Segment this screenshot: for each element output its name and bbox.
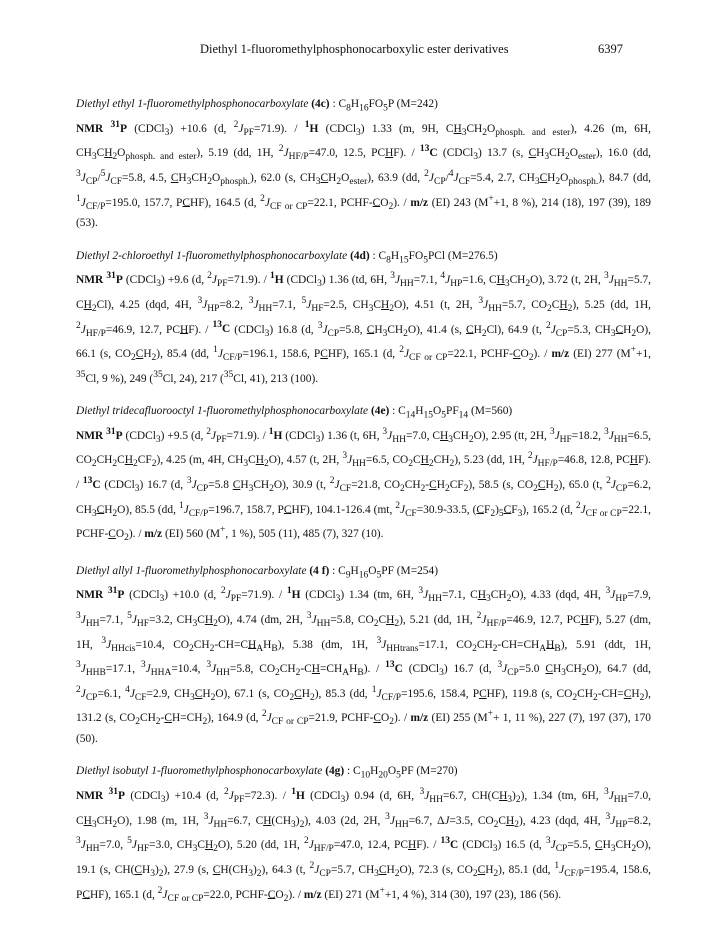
compound-spectral-data: NMR $^{31}$P (CDCl$_3$) +10.6 (d, $^2J_{PF}=71.9$). / $^1$H (CDCl$_3$) 1.33 (m, 9H, $CH_3CH_2O_{phosph. and ester}$), 4.26 (m, 6H, $CH_3CH_2O_{phosph. and ester}$), 5.19 (dd, 1H, $^2J_{HF/P}=47.0$, 12.5, PCHF). / $^{13}$C (CDCl$_3$) 13.7 (s, $CH_3CH_2O_{ester}$), 16.0 (dd, $^3J_{CP}/^5J_{CF}=5.8$, 4.5, $CH_3CH_2O_{phosph.}$), 62.0 (s, $CH_3CH_2O_{ester}$), 63.9 (dd, $^2J_{CP}/^4J_{CF}=5.4$, 2.7, $CH_3CH_2O_{phosph.}$), 84.7 (dd, $^1J_{CF/P}=195.0$, 157.7, PCHF), 164.5 (d, $^2J_{CF or CP}=22.1$, PCHF-$CO_2$). / m/z (EI) 243 (M++1, 8 %), 214 (18), 197 (39), 189 (53). (76, 119, 652, 230)
compound-formula: : $C_9H_{16}O_5PF$ (M=254) (329, 564, 438, 580)
compound-spectral-data: NMR $^{31}$P (CDCl$_3$) +10.0 (d, $^2J_{PF}=71.9$). / $^1$H (CDCl$_3$) 1.34 (tm, 6H, $^3J_{HH}=7.1$, $CH_3CH_2O$), 4.33 (dqd, 4H, $^3J_{HP}=7.9$, $^3J_{HH}=7.1$, $^5J_{HF}=3.2$, $CH_3CH_2O$), 4.74 (dm, 2H, $^3J_{HH}=5.8$, $CO_2CH_2$), 5.21 (dd, 1H, $^2J_{HF/P}=46.9$, 12.7, PCHF), 5.27 (dm, 1H, $^3J_{HHcis}=10.4$, $CO_2CH_2-CH=CH_AH_B$), 5.38 (dm, 1H, $^3J_{HHtrans}=17.1$, $CO_2CH_2-CH=CH_AH_B$), 5.91 (ddt, 1H, $^3J_{HHB}=17.1$, $^3J_{HHA}=10.4$, $^3J_{HH}=5.8$, $CO_2CH_2-CH=CH_AH_B$). / $^{13}$C (CDCl$_3$) 16.7 (d, $^3J_{CP}=5.0$ $CH_3CH_2O$), 64.7 (dd, $^2J_{CP}=6.1$, $^4J_{CF}=2.9$, $CH_3CH_2O$), 67.1 (s, $CO_2CH_2$), 85.3 (dd, $^1J_{CF/P}=195.6$, 158.4, PCHF), 119.8 (s, $CO_2CH_2-CH=CH_2$), 131.2 (s, $CO_2CH_2-CH=CH_2$), 164.9 (d, $^2J_{CF or CP}=21.9$, PCHF-$CO_2$). / m/z (EI) 255 (M++ 1, 11 %), 227 (7), 197 (37), 170 (50). (76, 586, 652, 745)
compound-code: (4c) (311, 98, 330, 110)
compound-name: Diethyl isobutyl 1-fluoromethylphosphonocarboxylate (76, 765, 323, 778)
compound-formula: : $C_8H_{15}FO_5PCl$ (M=276.5) (369, 249, 498, 265)
compound-title (76, 248, 651, 269)
compound-title (76, 763, 651, 784)
running-title: Diethyl 1-fluoromethylphosphonocarboxylic ester derivatives (200, 42, 509, 56)
compound-spectral-data: NMR $^{31}$P (CDCl$_3$) +9.6 (d, $^2J_{PF}=71.9$). / $^1$H (CDCl$_3$) 1.36 (td, 6H, $^3J_{HH}=7.1$, $^4J_{HP}=1.6$, $CH_3CH_2O$), 3.72 (t, 2H, $^3J_{HH}=5.7$, $CH_2Cl$), 4.25 (dqd, 4H, $^3J_{HP}=8.2$, $^3J_{HH}=7.1$, $^5J_{HF}=2.5$, $CH_3CH_2O$), 4.51 (t, 2H, $^3J_{HH}=5.7$, $CO_2CH_2$), 5.25 (dd, 1H, $^2J_{HF/P}=46.9$, 12.7, PCHF). / $^{13}$C (CDCl$_3$) 16.8 (d, $^3J_{CP}=5.8$, $CH_3CH_2O$), 41.4 (s, $CH_2Cl$), 64.9 (t, $^2J_{CP}=5.3$, $CH_3CH_2O$), 66.1 (s, $CO_2CH_2$), 85.4 (dd, $^1J_{CF/P}=196.1$, 158.6, PCHF), 165.1 (d, $^2J_{CF or CP}=22.1$, PCHF-$CO_2$). / m/z (EI) 277 (M++1, $^{35}$Cl, 9 %), 249 ($^{35}$Cl, 24), 217 ($^{35}$Cl, 41), 213 (100). (76, 271, 652, 385)
compound-code: (4e) (370, 404, 390, 417)
compound-title (76, 96, 651, 117)
compound-title (76, 563, 651, 584)
compound-entry (76, 248, 651, 387)
compound-formula: : $C_{10}H_{20}O_5PF$ (M=270) (344, 765, 458, 781)
compound-formula: : $C_{14}H_{15}O_5PF_{14}$ (M=560) (389, 404, 513, 421)
compound-entry (76, 763, 651, 907)
compound-name: Diethyl 2-chloroethyl 1-fluoromethylphosphonocarboxylate (76, 249, 348, 262)
compound-name: Diethyl allyl 1-fluoromethylphosphonocarboxylate (76, 564, 307, 577)
compound-entry (76, 96, 651, 232)
compound-code: (4d) (350, 249, 370, 262)
compound-spectral-data: NMR $^{31}$P (CDCl$_3$) +10.4 (d, $^2J_{PF}=72.3$). / $^1$H (CDCl$_3$) 0.94 (d, 6H, $^3J_{HH}=6.7$, $CH(CH_3)_2$), 1.34 (tm, 6H, $^3J_{HH}=7.0$, $CH_3CH_2O$), 1.98 (m, 1H, $^3J_{HH}=6.7$, $CH(CH_3)_2$), 4.03 (2d, 2H, $^3J_{HH}=6.7$, ΔJ=3.5, $CO_2CH_2$), 4.23 (dqd, 4H, $^3J_{HP}=8.2$, $^3J_{HH}=7.0$, $^5J_{HF}=3.0$, $CH_3CH_2O$), 5.20 (dd, 1H, $^2J_{HF/P}=47.0$, 12.4, PCHF). / $^{13}$C (CDCl$_3$) 16.5 (d, $^3J_{CP}=5.5$, $CH_3CH_2O$), 19.1 (s, $CH(CH_3)_2$), 27.9 (s, $CH(CH_3)_2$), 64.3 (t, $^2J_{CP}=5.7$, $CH_3CH_2O$), 72.3 (s, $CO_2CH_2$), 85.1 (dd, $^1J_{CF/P}=195.4$, 158.6, PCHF), 165.1 (d, $^2J_{CF or CP}=22.0$, PCHF-$CO_2$). / m/z (EI) 271 (M++1, 4 %), 314 (30), 197 (23), 186 (56). (76, 787, 651, 904)
compound-entry (76, 403, 651, 547)
compound-code: (4g) (325, 765, 345, 778)
compound-data-list (76, 96, 651, 923)
compound-formula: : $C_8H_{16}FO_5P$ (M=242) (329, 98, 438, 114)
compound-name: Diethyl ethyl 1-fluoromethylphosphonocarboxylate (76, 98, 309, 110)
page-number: 6397 (598, 42, 623, 56)
compound-title (76, 403, 651, 424)
compound-spectral-data: NMR $^{31}$P (CDCl$_3$) +9.5 (d, $^2J_{PF}=71.9$). / $^1$H (CDCl$_3$) 1.36 (t, 6H, $^3J_{HH}=7.0$, $CH_3CH_2O$), 2.95 (tt, 2H, $^3J_{HF}=18.2$, $^3J_{HH}=6.5$, $CO_2CH_2CH_2CF_2$), 4.25 (m, 4H, $CH_3CH_2O$), 4.57 (t, 2H, $^3J_{HH}=6.5$, $CO_2CH_2CH_2$), 5.23 (dd, 1H, $^2J_{HF/P}=46.8$, 12.8, PCHF). / $^{13}$C (CDCl$_3$) 16.7 (d, $^3J_{CP}=5.8$ $CH_3CH_2O$), 30.9 (t, $^2J_{CF}=21.8$, $CO_2CH_2-CH_2CF_2$), 58.5 (s, $CO_2CH_2$), 65.0 (t, $^2J_{CP}=6.2$, $CH_3CH_2O$), 85.5 (dd, $^1J_{CF/P}=196.7$, 158.7, PCHF), 104.1-126.4 (mt, $^2J_{CF}=30.9-33.5$, $(CF_2)_5CF_3$), 165.2 (d, $^2J_{CF or CP}=22.1$, PCHF-$CO_2$). / m/z (EI) 560 (M+, 1 %), 505 (11), 485 (7), 327 (10). (76, 426, 652, 544)
compound-code: (4 f) (309, 564, 330, 577)
compound-entry (76, 563, 651, 748)
compound-name: Diethyl tridecafluorooctyl 1-fluoromethylphosphonocarboxylate (76, 404, 369, 417)
